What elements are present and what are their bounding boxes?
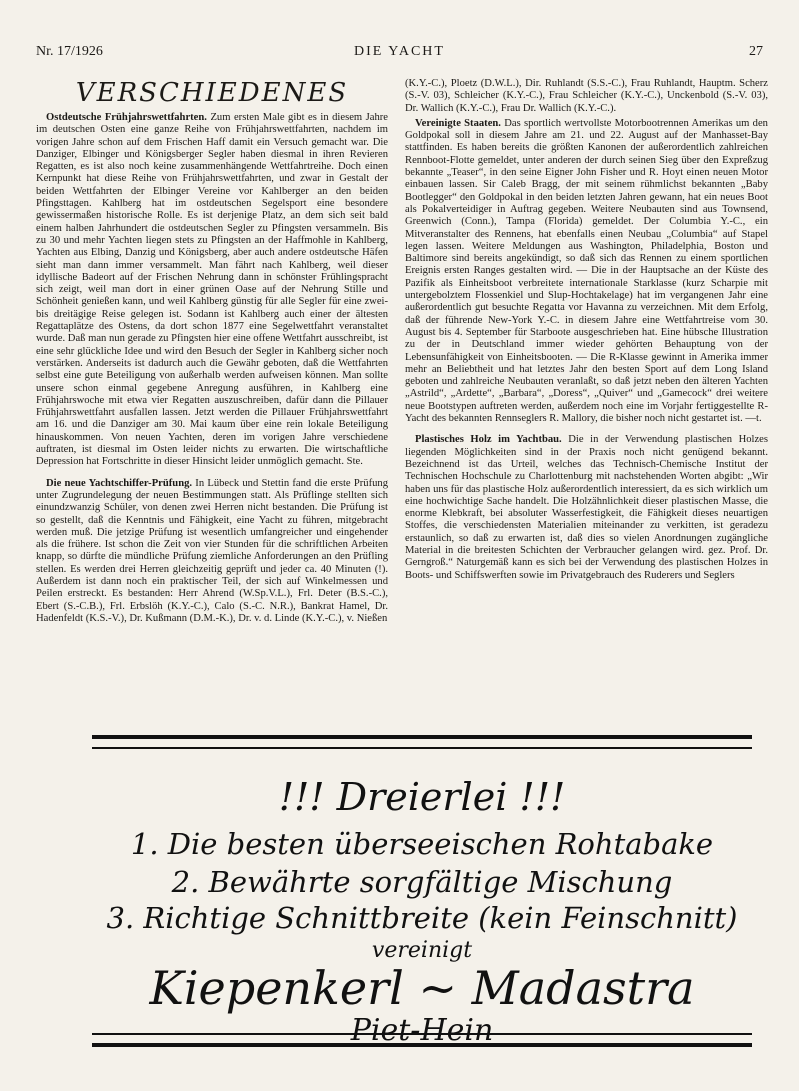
article-continuation	[405, 78, 768, 115]
article-fruehjahrswettfahrten	[36, 112, 388, 469]
ad-headline: !!! Dreierlei !!!	[278, 775, 566, 819]
article-vereinigte-staaten	[405, 118, 768, 425]
article-plastisches-holz	[405, 434, 768, 582]
ad-brand-piet-hein: Piet-Hein	[350, 1013, 494, 1048]
article-body: Das sportlich wertvollste Motorbootrennen Amerikas um den Goldpokal soll in diesem Jahre am 21. und 22. August auf der Manhasset-Bay stattfinden. Es haben bereits die größten Kanonen der außerordentlich zahlreichen Rennboot-Flotte gemeldet, unter anderen der durch seinen Sieg über den Expreßzug bekannte „Teaser“, in den seine Eigner John Fisher und R. Hoyt einen neuen Motor einbauen lassen. Sir Caleb Bragg, der mit seinem rühmlichst bekannten „Baby Bootlegger“ den Goldpokal in den beiden letzten Jahren gewann, hat ein neues Boot als Pokalverteidiger in Auftrag gegeben. Weitere Neubauten sind aus Townsend, Greenwich (Conn.), Tampa (Florida) gemeldet. Der Columbia Y.-C., ein Mitveranstalter des Rennens, hat ebenfalls einen Neubau „Columbia“ auf Stapel legen lassen. Weitere Meldungen aus Washington, Philadelphia, Boston und Baltimore sind bereits angekündigt, so daß sich das Rennen zu einem sportlichen Ereignis ersten Ranges gestalten wird. — Die in der Hauptsache an der Küste des Pazifik als Einheitsboot verbreitete internationale Starklasse (kurz Scharpie mit untergebolztem Flossenkiel und Slup-Hochtakelage) hat im vergangenen Jahr eine außerordentlich gut besuchte Regatta vor Havanna zu verzeichnen. Mit dem Erfolg, daß der führende New-York Y.-C. in diesem Jahre eine Wettfahrtreise vom 30. August bis 4. September für Starboote ausgeschrieben hat. Eine hübsche Illustration zu der in Deutschland immer wieder gehörten Behauptung von der Lebensunfähigkeit von Einheitsbooten. — Die R-Klasse gewinnt in Amerika immer mehr an Beliebtheit und hat letztes Jahr den besten Sport auf dem Long Island geboten und zahlreiche Neubauten veranlaßt, so daß jetzt neben den älteren Yachten „Astrild“, „Ardette“, „Barbara“, „Doress“, „Quiver“ und „Gamecock“ drei weitere neue Bootstypen auftreten werden, außerdem noch eine im Vorjahr fertiggestellte R-Yacht des bekannten Rennseglers R. Mallory, die bisher noch nicht gestartet ist. —t.	[405, 117, 768, 425]
page-header	[36, 44, 763, 64]
tobacco-advertisement	[92, 735, 752, 1047]
ad-point-2: 2. Bewährte sorgfältige Mischung	[171, 865, 673, 899]
article-body: In Lübeck und Stettin fand die erste Prüfung unter Zugrundelegung der neuen Bestimmungen statt. Als Prüflinge stellten sich einundzwanzig Schüler, von denen zwei Herren nicht bestanden. Die Prüfung ist so gestellt, daß die Kenntnis und Fähigkeit, eine Yacht zu führen, mitgebracht werden muß. Die jetzige Prüfung ist wesentlich umfangreicher und eingehender als die frühere. Ist schon die Zeit von vier Stunden für die schriftlichen Arbeiten knapp, so dürfte die mündliche Prüfung ziemliche Anforderungen an den Prüfling stellen. Es werden drei Herren gleichzeitig geprüft und jeder ca. 40 Minuten (!). Außerdem ist dann noch ein praktischer Teil, der sich auf Winkelmessen und Peilen erstreckt. Es bestanden: Herr Ahrend (W.Sp.V.L.), Frl. Deter (B.S.-C.), Ebert (S.-C.B.), Frl. Erbslöh (K.Y.-C.), Calo (S.-C. N.R.), Bankrat Hamel, Dr. Hadenfeldt (K.S.-V.), Dr. Kußmann (D.M.-K.), Dr. v. d. Linde (K.Y.-C.), v. Nießen	[36, 477, 389, 624]
page-number: 27	[749, 44, 763, 59]
ad-bottom-rule	[92, 1033, 752, 1047]
ad-point-3: 3. Richtige Schnittbreite (kein Feinschnitt)	[106, 901, 738, 935]
ad-brand-names: Kiepenkerl ~ Madastra	[149, 961, 695, 1015]
article-body: (K.Y.-C.), Ploetz (D.W.L.), Dir. Ruhlandt (S.S.-C.), Frau Ruhlandt, Hauptm. Scherz (S.-V. 03), Schleicher (K.Y.-C.), Frau Schleicher (K.Y.-C.), Unckenbold (S.-V. 03), Dr. Wallich (K.Y.-C.), Frau Dr. Wallich (K.Y.-C.).	[405, 78, 768, 114]
ad-point-1: 1. Die besten überseeischen Rohtabake	[130, 827, 714, 861]
left-column	[36, 78, 388, 628]
right-column	[405, 78, 768, 585]
magazine-title: DIE YACHT	[354, 44, 445, 59]
article-body: Zum ersten Male gibt es in diesem Jahre im deutschen Osten eine ganze Reihe von Frühjahrswettfahrten, nachdem im vorigen Jahre schon auf dem Frischen Haff damit ein Versuch gemacht war. Die Danziger, Elbinger und Königsberger Segler haben diesmal in ihren Revieren Regatten, es ist also noch keine zusammenhängende Wettfahrtreihe. Doch einen Kernpunkt hat diese Reihe von Frühjahrswettfahrten, und zwar in Gestalt der beiden Wettfahrten der Elbinger Vereine vor Kahlberger an den beiden Pfingsttagen. Kahlberg hat im ostdeutschen Segelsport eine besondere gewissermaßen historische Rolle. Es ist derjenige Platz, an dem sich seit bald einem halben Jahrhundert die ostdeutschen Segler zu Pfingsten versammeln. Bis zu 30 und mehr Yachten liegen stets zu Pfingsten an der Haffmohle in Kahlberg, Yachten aus Elbing, Danzig und Königsberg, aber auch andere ostdeutsche Häfen sieht man dann immer versammelt. Man fährt nach Kahlberg, weil dieser idyllische Badeort auf der Frischen Nehrung dann in schönster Frühlingspracht sich zeigt, weil man dort in einer grünen Oase auf der Nehrung Stille und Schönheit genießen kann, und weil Kahlberg günstig für alle Segler für eine zwei- bis dreitägige Reise gelegen ist. Sodann ist Kahlberg auch einer der ältesten Regattaplätze des Ostens, da dort schon 1877 eine Segelwettfahrt veranstaltet wurde. Daß man nun gerade zu Pfingsten hier eine offene Wettfahrt ausschreibt, ist eine sehr glückliche Idee und wird den Besuch der Segler in Kahlberg sicher noch verstärken. Anderseits ist dadurch auch die Gewähr geboten, daß die Wettfahrten selbst eine gute Beteiligung von außerhalb werden aufweisen können. Man sollte unsere schon einmal gegebene Anregung ausführen, in Kahlberg eine Frühjahrswoche mit etwa vier Regatten auszuschreiben, dafür dann die Pillauer Frühjahrswettfahrt ausfallen lassen. Jetzt werden die Pillauer Frühjahrswettfahrt am 16. und die Danziger am 30. Mai kaum über eine rein lokale Beteiligung hinauskommen. Von neuen Yachten, deren im vorigen Jahre verschiedene auftraten, ist diesmal im Osten leider nichts zu erwarten. Die wirtschaftliche Depression hat Fortschritte in dieser Hinsicht leider unmöglich gemacht. Ste.	[36, 112, 388, 468]
article-heading: Die neue Yachtschiffer-Prüfung.	[46, 477, 193, 489]
ad-top-rule	[92, 735, 752, 749]
ad-vereinigt: vereinigt	[371, 938, 473, 963]
article-yachtschiffer-pruefung	[36, 478, 388, 626]
section-title: VERSCHIEDENES	[75, 78, 349, 108]
article-heading: Plastisches Holz im Yachtbau.	[415, 434, 562, 446]
article-heading: Vereinigte Staaten.	[415, 117, 501, 129]
issue-number: Nr. 17/1926	[36, 44, 103, 59]
article-heading: Ostdeutsche Frühjahrswettfahrten.	[46, 112, 207, 123]
article-body: Die in der Verwendung plastischen Holzes liegenden Möglichkeiten sind in der Praxis noch nicht genügend bekannt. Bezeichnend ist das Urteil, welches das Technisch-Chemische Institut der Technischen Hochschule zu Charlottenburg mit nachstehenden Worten abgibt: „Wir haben uns für das plastische Holz außerordentlich interessiert, da es sich wirklich um eine hochwichtige Sache handelt. Die Holzähnlichkeit dieser plastischen Masse, die enorme Klebkraft, bei absoluter Wasserfestigkeit, die Fähigkeit dieses neuartigen Stoffes, die verschiedensten Materialien miteinander zu verkitten, ist geradezu erstaunlich, so daß zu erwarten ist, daß dies so vielen Anordnungen zugängliche Material in die breitesten Schichten der Verbraucher gelangen wird. gez. Prof. Dr. Gerngroß.“ Naturgemäß kann es sich bei der Verwendung des plastischen Holzes in Boots- und Schiffswerften sowie im Privatgebrauch des Ruderers und Seglers	[405, 434, 768, 581]
